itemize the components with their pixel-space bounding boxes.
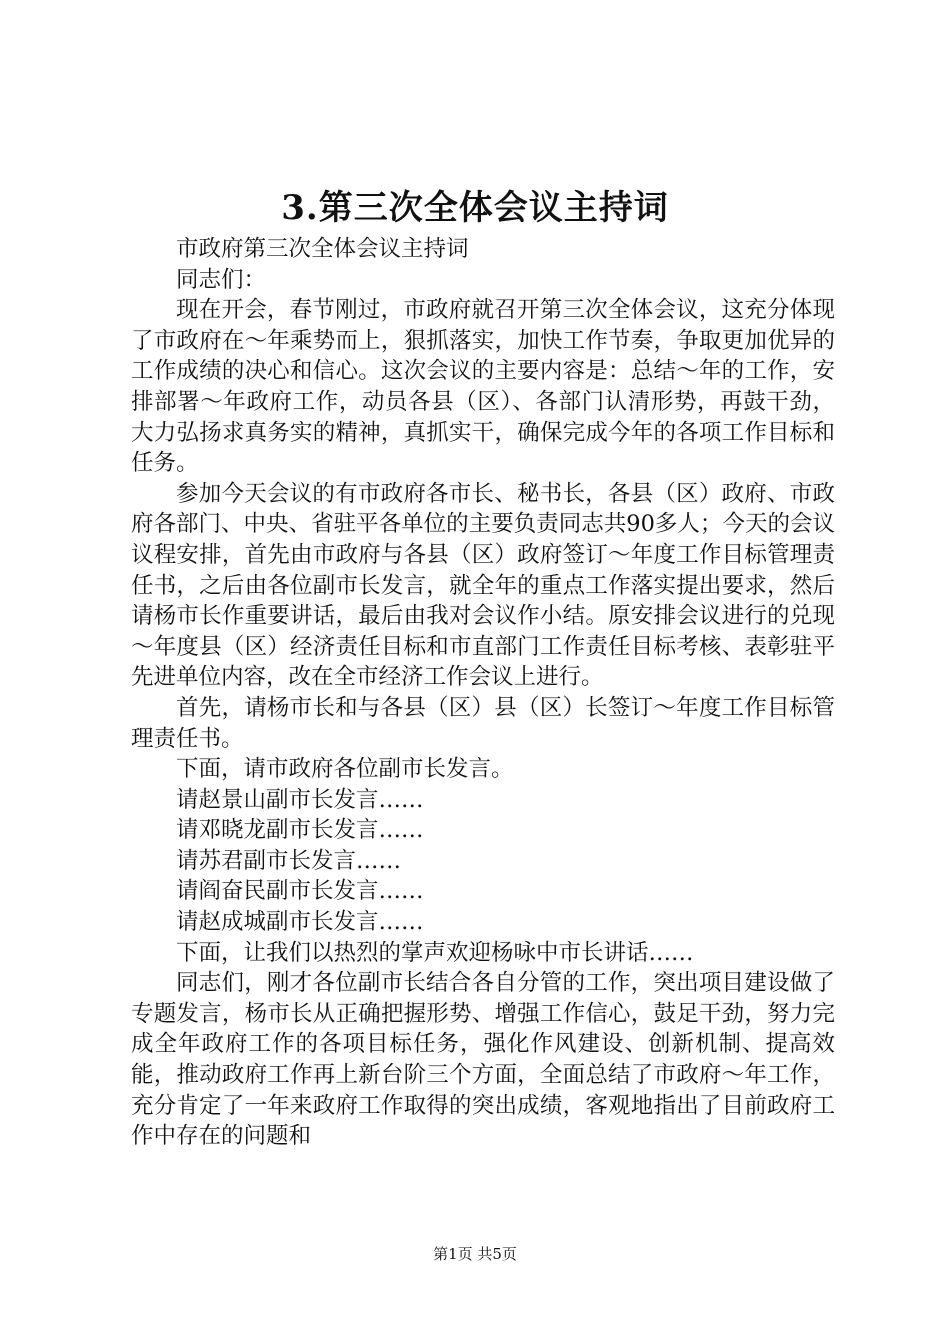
paragraph: 参加今天会议的有市政府各市长、秘书长，各县（区）政府、市政府各部门、中央、省驻平各单位的主要负责同志共90多人；今天的会议议程安排，首先由市政府与各县（区）政府签订～年度工作目标管理责任书，之后由各位副市长发言，就全年的重点工作落实提出要求，然后请杨市长作重要讲话，最后由我对会议作小结。原安排会议进行的兑现～年度县（区）经济责任目标和市直部门工作责任目标考核、表彰驻平先进单位内容，改在全市经济工作会议上进行。: [131, 480, 835, 691]
paragraph: 现在开会，春节刚过，市政府就召开第三次全体会议，这充分体现了市政府在～年乘势而上，狠抓落实，加快工作节奏，争取更加优异的工作成绩的决心和信心。这次会议的主要内容是：总结～年的工作，安排部署～年政府工作，动员各县（区）、各部门认清形势，再鼓干劲，大力弘扬求真务实的精神，真抓实干，确保完成今年的各项工作目标和任务。: [131, 297, 835, 477]
paragraph: 请苏君副市长发言……: [176, 847, 402, 874]
paragraph: 下面，请市政府各位副市长发言。: [176, 756, 514, 783]
paragraph: 请阎奋民副市长发言……: [176, 878, 424, 905]
document-body: [131, 234, 835, 1152]
paragraph: 市政府第三次全体会议主持词: [176, 236, 469, 262]
paragraph: 请赵景山副市长发言……: [176, 786, 424, 813]
page-footer: 第1页 共5页: [433, 1245, 517, 1263]
paragraph: 请邓晓龙副市长发言……: [176, 817, 424, 844]
paragraph: 首先，请杨市长和与各县（区）县（区）长签订～年度工作目标管理责任书。: [131, 694, 835, 752]
paragraph: 下面，让我们以热烈的掌声欢迎杨咏中市长讲话……: [176, 939, 694, 966]
paragraph: 同志们：: [176, 266, 267, 293]
document-title: 3.第三次全体会议主持词: [281, 188, 669, 228]
paragraph: 请赵成城副市长发言……: [176, 909, 424, 936]
paragraph: 同志们，刚才各位副市长结合各自分管的工作，突出项目建设做了专题发言，杨市长从正确把握形势、增强工作信心，鼓足干劲，努力完成全年政府工作的各项目标任务，强化作风建设、创新机制、提高效能，推动政府工作再上新台阶三个方面，全面总结了市政府～年工作，充分肯定了一年来政府工作取得的突出成绩，客观地指出了目前政府工作中存在的问题和: [131, 970, 835, 1150]
